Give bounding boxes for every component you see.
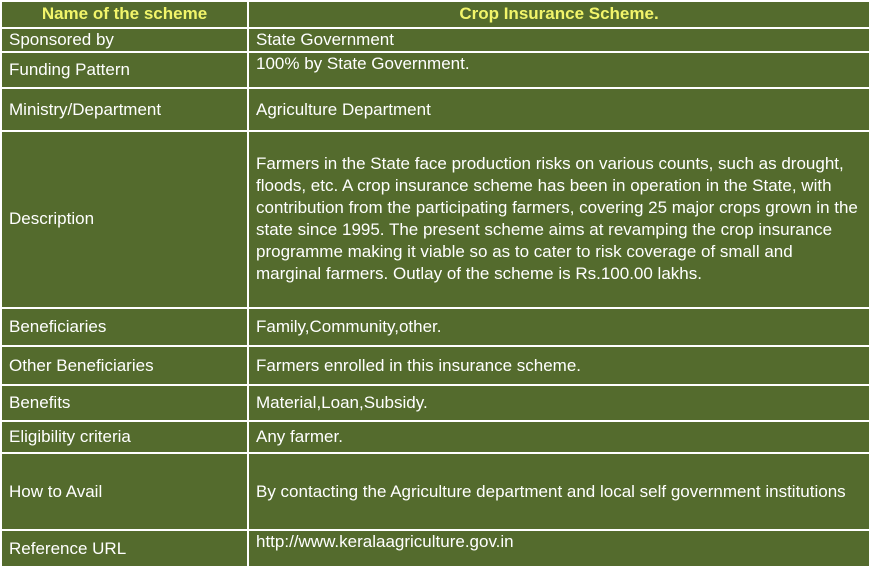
table-row: [2, 309, 869, 345]
table-row: [2, 422, 869, 452]
row-label-how-to-avail: How to Avail: [2, 454, 247, 529]
header-name-of-scheme: Name of the scheme: [2, 2, 247, 27]
table-row: [2, 89, 869, 130]
row-label-beneficiaries: Beneficiaries: [2, 309, 247, 345]
header-scheme-title: Crop Insurance Scheme.: [249, 2, 869, 27]
table-row: [2, 132, 869, 306]
row-label-reference-url: Reference URL: [2, 531, 247, 566]
row-value-ministry: Agriculture Department: [249, 89, 869, 130]
table-header-row: [2, 2, 869, 27]
row-value-other-beneficiaries: Farmers enrolled in this insurance scheme.: [249, 347, 869, 385]
table-row: [2, 53, 869, 87]
row-label-other-beneficiaries: Other Beneficiaries: [2, 347, 247, 385]
table-row: [2, 454, 869, 529]
row-label-benefits: Benefits: [2, 386, 247, 420]
reference-url-link[interactable]: http://www.keralaagriculture.gov.in: [249, 531, 869, 566]
table-row: [2, 386, 869, 420]
row-value-beneficiaries: Family,Community,other.: [249, 309, 869, 345]
row-label-eligibility: Eligibility criteria: [2, 422, 247, 452]
row-value-how-to-avail: By contacting the Agriculture department and local self government institutions: [249, 454, 869, 529]
table-row: [2, 347, 869, 385]
row-label-sponsored-by: Sponsored by: [2, 29, 247, 52]
row-value-funding-pattern: 100% by State Government.: [249, 53, 869, 87]
table-row: [2, 531, 869, 566]
table-row: [2, 29, 869, 52]
row-value-eligibility: Any farmer.: [249, 422, 869, 452]
row-value-sponsored-by: State Government: [249, 29, 869, 52]
row-label-funding-pattern: Funding Pattern: [2, 53, 247, 87]
row-label-description: Description: [2, 132, 247, 306]
row-value-benefits: Material,Loan,Subsidy.: [249, 386, 869, 420]
row-value-description: Farmers in the State face production risks on various counts, such as drought, floods, etc. A crop insurance scheme has been in operation in the State, with contribution from the participating farmers, covering 25 major crops grown in the state since 1995. The present scheme aims at revamping the crop insurance programme making it viable so as to cater to risk coverage of small and marginal farmers. Outlay of the scheme is Rs.100.00 lakhs.: [249, 132, 869, 306]
row-label-ministry: Ministry/Department: [2, 89, 247, 130]
